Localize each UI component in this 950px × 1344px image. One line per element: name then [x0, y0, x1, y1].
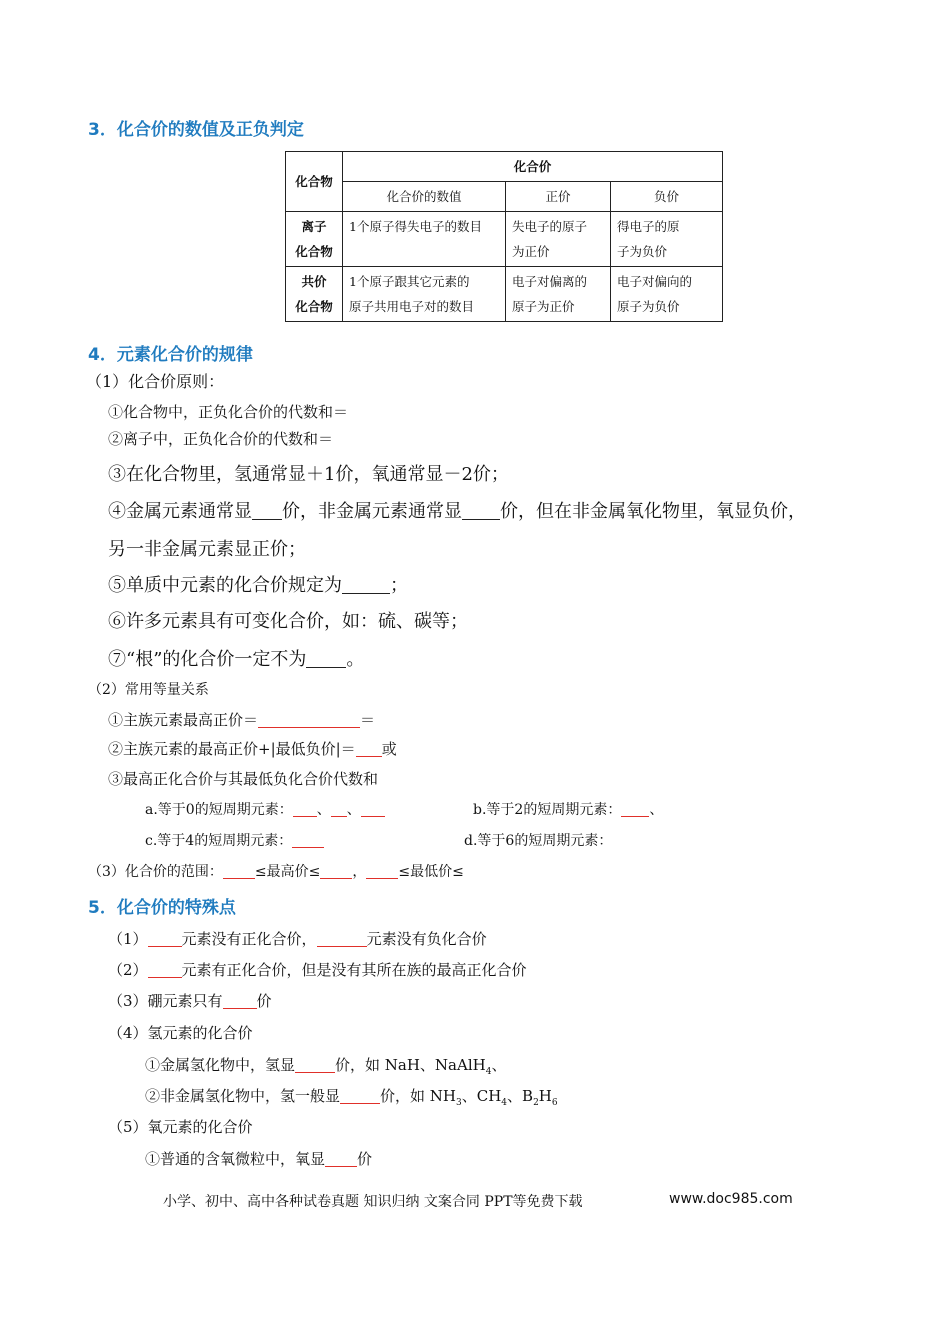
red-blank[interactable] — [223, 993, 257, 1009]
special-4-2 — [145, 1085, 558, 1108]
special-1 — [108, 928, 487, 949]
special-1-num: （1） — [108, 930, 148, 948]
relation-3d: d.等于6的短周期元素： — [464, 833, 613, 849]
special-4-2-text-b: 价，如 NH — [380, 1087, 456, 1105]
subscript: 2 — [533, 1098, 539, 1108]
relation-1-text-b: ＝ — [360, 711, 376, 729]
table-header-value: 化合价的数值 — [343, 182, 506, 212]
row-negative-line2: 原子为负价 — [617, 299, 680, 314]
row-value-line2: 原子共用电子对的数目 — [349, 299, 475, 314]
relation-1 — [108, 709, 375, 730]
special-2-num: （2） — [108, 961, 148, 979]
special-4-1 — [145, 1054, 506, 1077]
range-text-d: ≤最低价≤ — [398, 864, 464, 880]
special-5-1-text-a: ①普通的含氧微粒中，氧显 — [145, 1150, 326, 1168]
special-4-1-text-c: 、 — [491, 1056, 507, 1074]
special-4-1-text-a: ①金属氢化物中，氢显 — [145, 1056, 296, 1074]
table-row — [286, 212, 723, 267]
red-blank[interactable] — [331, 802, 347, 817]
blank[interactable] — [342, 575, 390, 594]
rule-5-text-a: ⑤单质中元素的化合价规定为 — [108, 575, 342, 596]
red-blank[interactable] — [148, 931, 182, 947]
rule-5 — [108, 571, 408, 597]
relation-3c-text: c.等于4的短周期元素： — [145, 833, 293, 849]
range-line — [88, 861, 464, 881]
rule-4 — [108, 497, 806, 523]
relation-3: ③最高正化合价与其最低负化合价代数和 — [108, 770, 379, 788]
table-header-compound: 化合物 — [286, 152, 343, 212]
red-blank[interactable] — [317, 931, 367, 947]
rule-7-text-b: 。 — [346, 649, 365, 670]
red-blank[interactable] — [293, 802, 317, 817]
row-name-line1: 共价 — [301, 274, 327, 289]
special-5-1 — [145, 1148, 372, 1169]
relation-3c — [145, 830, 324, 850]
special-4-2-text-d: 、B — [507, 1087, 534, 1105]
subscript: 4 — [501, 1098, 508, 1108]
special-3-text-b: 价 — [256, 992, 272, 1010]
subscript: 3 — [456, 1098, 462, 1108]
red-blank[interactable] — [258, 712, 360, 728]
red-blank[interactable] — [366, 864, 398, 879]
red-blank[interactable] — [621, 802, 649, 817]
principle-title: （1）化合价原则： — [86, 372, 225, 391]
red-blank[interactable] — [148, 962, 182, 978]
relation-1-text-a: ①主族元素最高正价＝ — [108, 711, 259, 729]
relation-3a-text: a.等于0的短周期元素： — [145, 802, 293, 818]
rule-4-text-c: 价，但在非金属氧化物里，氧显负价， — [500, 501, 806, 522]
section5-heading: 5．化合价的特殊点 — [88, 898, 236, 918]
red-blank[interactable] — [361, 802, 385, 817]
red-blank[interactable] — [295, 1057, 335, 1073]
row-positive-line1: 失电子的原子 — [512, 219, 588, 234]
equal-relations-title: （2）常用等量关系 — [88, 682, 209, 698]
special-4: （4）氢元素的化合价 — [108, 1024, 253, 1042]
row-positive-line1: 电子对偏离的 — [512, 274, 588, 289]
red-blank[interactable] — [223, 864, 255, 879]
red-blank[interactable] — [292, 833, 324, 848]
rule-4-continued: 另一非金属元素显正价； — [108, 539, 306, 560]
subscript: 6 — [551, 1098, 558, 1108]
rule-5-text-b: ； — [390, 575, 408, 596]
separator: 、 — [316, 802, 331, 818]
special-4-2-text-c: 、CH — [461, 1087, 502, 1105]
row-negative-line1: 得电子的原 — [617, 219, 680, 234]
relation-3b-text: b.等于2的短周期元素： — [473, 802, 622, 818]
range-text-b: ≤最高价≤ — [254, 864, 321, 880]
relation-3a — [145, 799, 385, 819]
row-name-line2: 化合物 — [295, 299, 333, 314]
special-3 — [108, 990, 272, 1011]
range-text-c: ， — [352, 864, 367, 880]
blank[interactable] — [462, 501, 500, 520]
range-text-a: （3）化合价的范围： — [88, 864, 223, 880]
table-header-valence: 化合价 — [343, 152, 723, 182]
rule-7-text-a: ⑦“根”的化合价一定不为 — [108, 649, 307, 670]
footer-url[interactable]: www.doc985.com — [669, 1191, 793, 1207]
special-3-text-a: （3）硼元素只有 — [108, 992, 223, 1010]
valence-table — [285, 151, 723, 322]
special-5-1-text-b: 价 — [357, 1150, 373, 1168]
special-2 — [108, 959, 527, 980]
special-5: （5）氧元素的化合价 — [108, 1118, 253, 1136]
red-blank[interactable] — [325, 1151, 357, 1167]
relation-2-text-a: ②主族元素的最高正价+|最低负价|＝ — [108, 740, 356, 758]
row-value-line1: 1个原子跟其它元素的 — [349, 274, 470, 289]
row-negative-line2: 子为负价 — [617, 244, 668, 259]
rule-3: ③在化合物里，氢通常显＋1价，氧通常显－2价； — [108, 464, 509, 485]
row-positive-line2: 为正价 — [512, 244, 550, 259]
row-value: 1个原子得失电子的数目 — [343, 212, 506, 267]
special-4-1-text-b: 价，如 NaH、NaAlH — [335, 1056, 486, 1074]
subscript: 4 — [485, 1067, 492, 1077]
relation-2 — [108, 738, 397, 759]
relation-2-text-b: 或 — [381, 740, 397, 758]
special-2-text: 元素有正化合价，但是没有其所在族的最高正化合价 — [181, 961, 527, 979]
rule-2: ②离子中，正负化合价的代数和＝ — [108, 430, 334, 448]
special-1-text-c: 元素没有负化合价 — [366, 930, 487, 948]
rule-4-text-a: ④金属元素通常显 — [108, 501, 252, 522]
rule-4-text-b: 价，非金属元素通常显 — [282, 501, 462, 522]
row-negative-line1: 电子对偏向的 — [617, 274, 693, 289]
red-blank[interactable] — [340, 1088, 380, 1104]
separator: 、 — [346, 802, 361, 818]
footer-text: 小学、初中、高中各种试卷真题 知识归纳 文案合同 PPT等免费下载 — [163, 1194, 583, 1210]
table-header-negative: 负价 — [611, 182, 723, 212]
table-row — [286, 267, 723, 322]
blank[interactable] — [252, 501, 282, 520]
red-blank[interactable] — [320, 864, 352, 879]
row-name-line2: 化合物 — [295, 244, 333, 259]
rule-1: ①化合物中，正负化合价的代数和＝ — [108, 403, 349, 421]
special-4-2-text-a: ②非金属氢化物中，氢一般显 — [145, 1087, 341, 1105]
table-header-positive: 正价 — [506, 182, 611, 212]
row-name-line1: 离子 — [301, 219, 327, 234]
special-1-text-b: 元素没有正化合价， — [181, 930, 317, 948]
rule-7 — [108, 645, 364, 671]
rule-6: ⑥许多元素具有可变化合价，如：硫、碳等； — [108, 611, 468, 632]
section3-heading: 3．化合价的数值及正负判定 — [88, 120, 304, 140]
row-positive-line2: 原子为正价 — [512, 299, 575, 314]
relation-3b — [473, 799, 663, 819]
blank[interactable] — [306, 649, 346, 668]
section4-heading: 4．元素化合价的规律 — [88, 345, 253, 365]
red-blank[interactable] — [356, 741, 382, 757]
separator: 、 — [649, 802, 664, 818]
special-4-2-text-e: H — [538, 1087, 552, 1105]
